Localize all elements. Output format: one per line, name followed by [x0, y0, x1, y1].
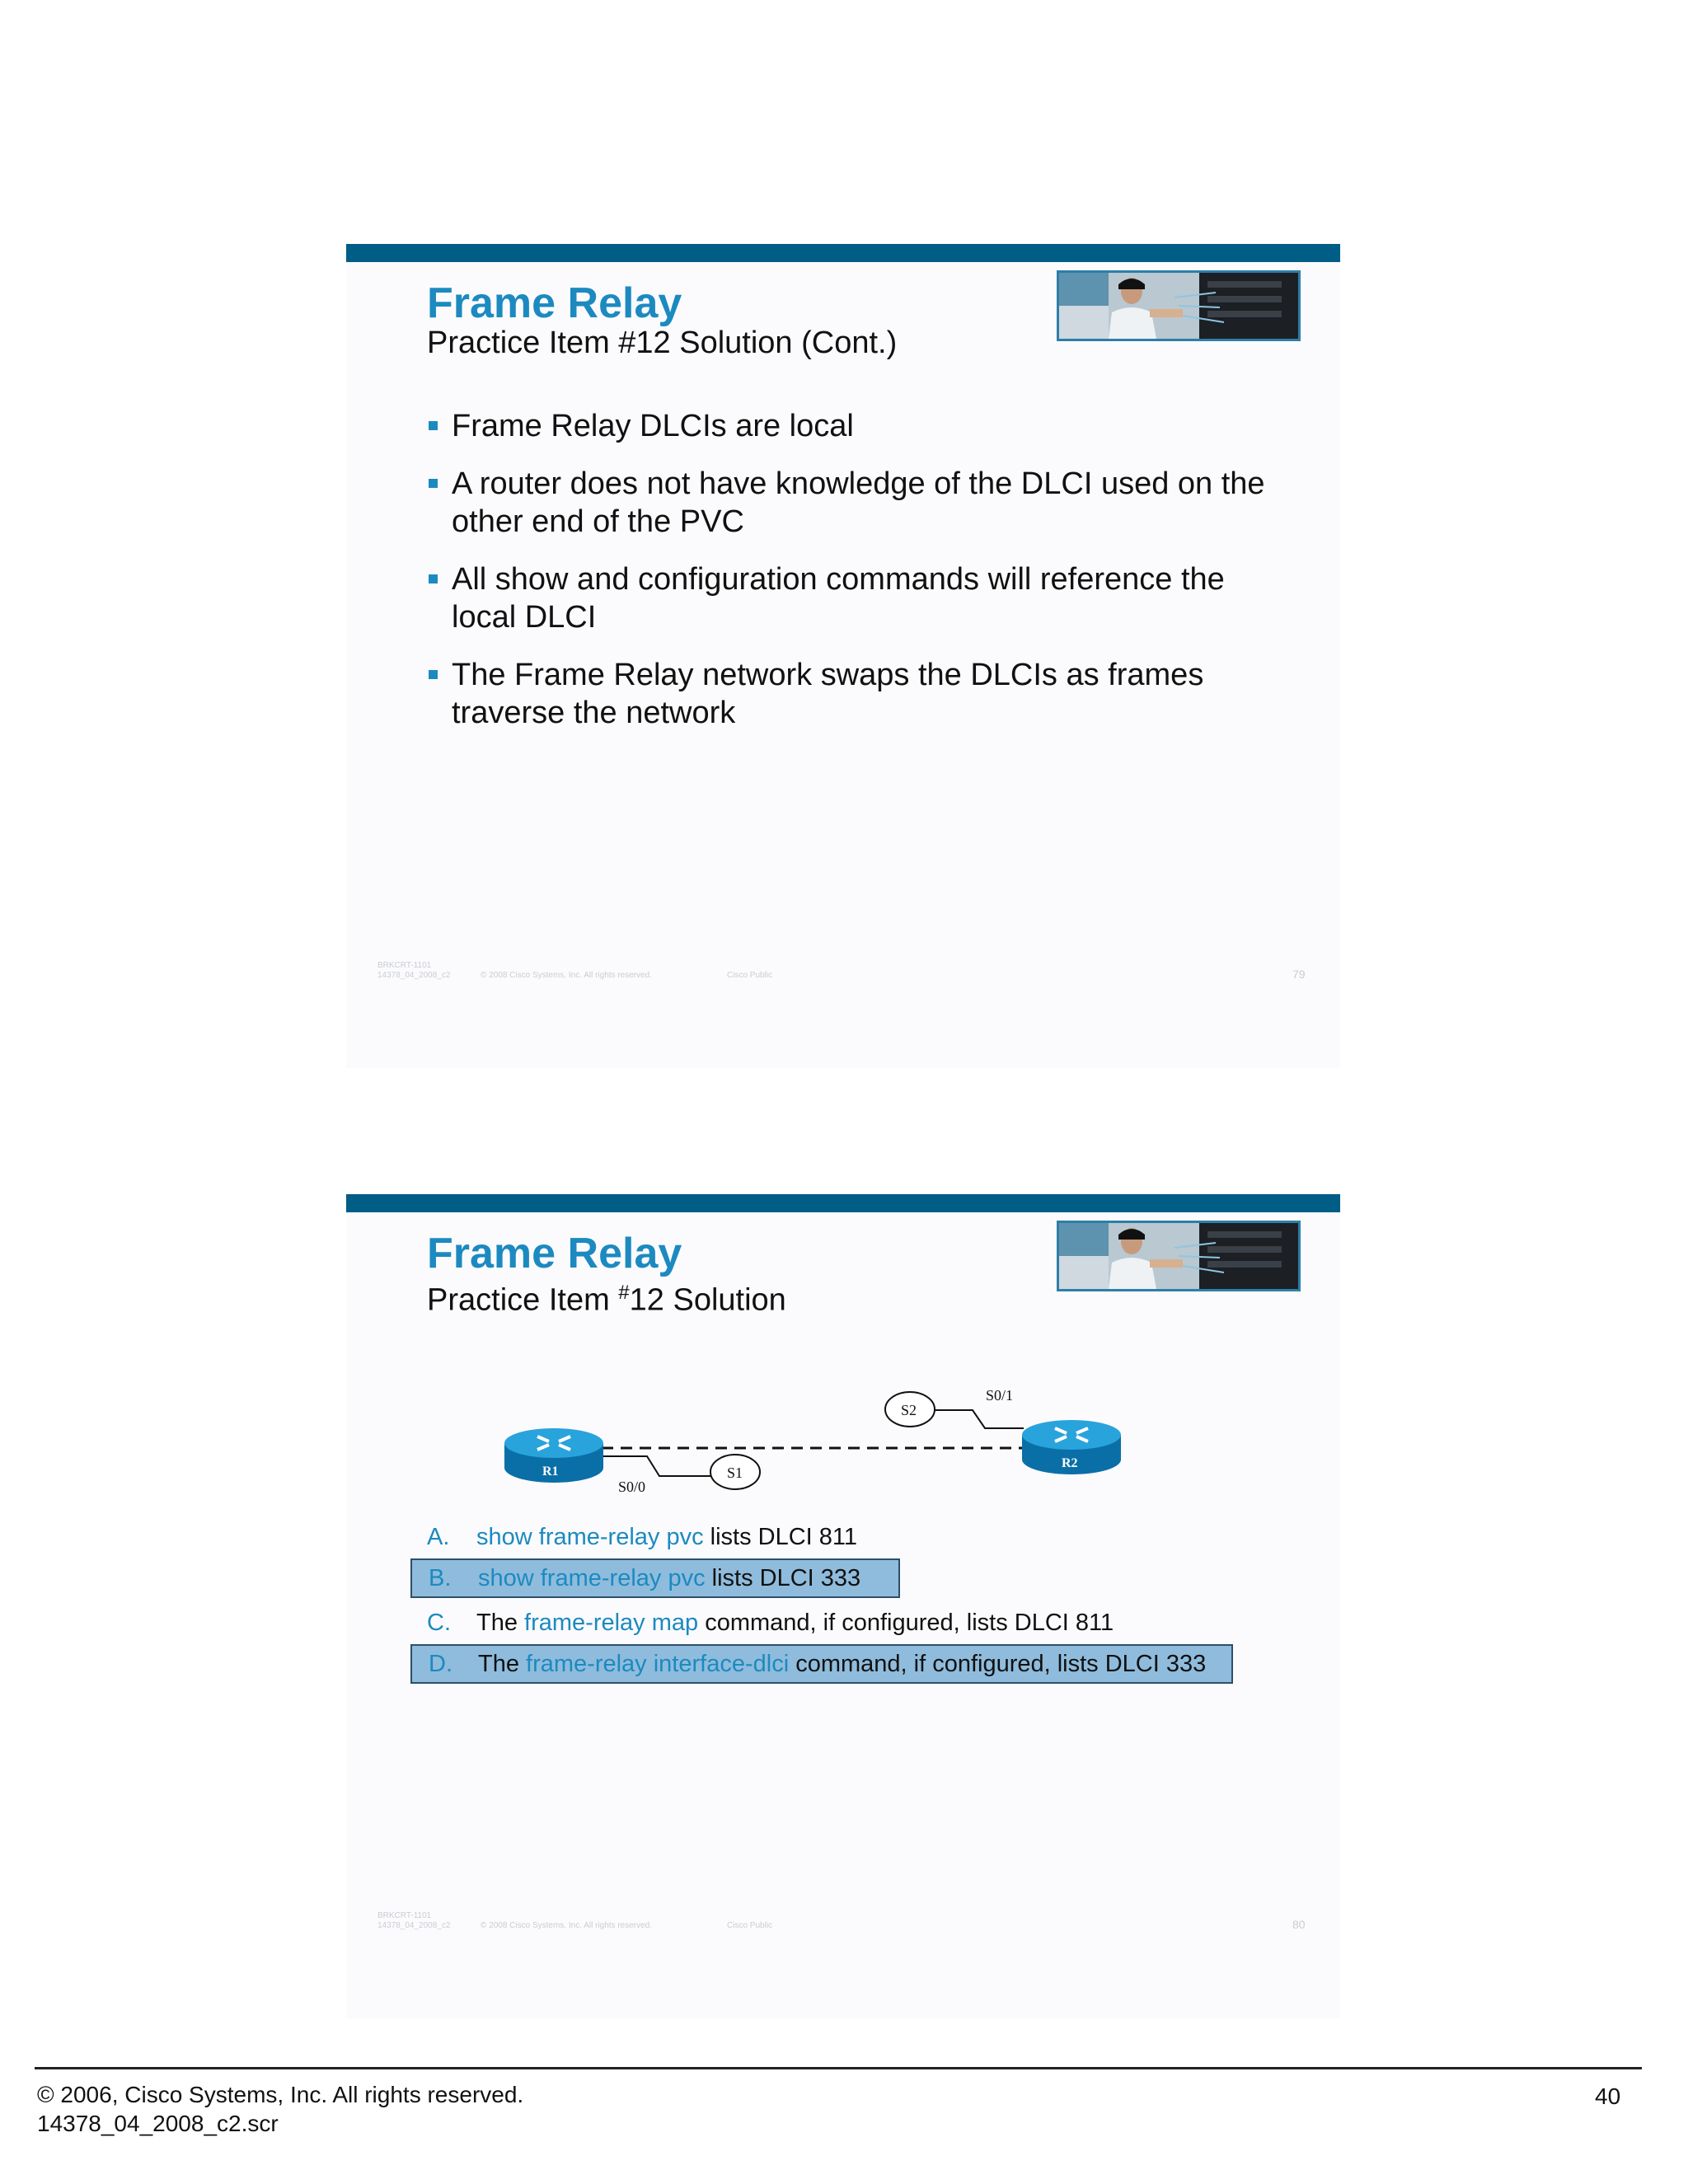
r2-serial-link: [935, 1410, 1024, 1428]
header-photo: [1057, 1221, 1301, 1291]
bullet-square-icon: [429, 479, 438, 488]
answer-d-highlighted: D. The frame-relay interface-dlci command, if configured, lists DLCI 333: [410, 1644, 1233, 1684]
slide-subtitle: Practice Item #12 Solution: [427, 1282, 786, 1318]
page-number: 40: [1595, 2083, 1621, 2109]
page-footer-filename: 14378_04_2008_c2.scr: [37, 2111, 279, 2136]
bullet-item: A router does not have knowledge of the DLCI used on the other end of the PVC: [427, 465, 1268, 541]
slide-title: Frame Relay: [427, 279, 682, 327]
bullet-item: The Frame Relay network swaps the DLCIs as frames traverse the network: [427, 656, 1268, 732]
answer-list: [427, 1517, 1268, 1715]
s1-label: S1: [727, 1465, 743, 1481]
slide-title: Frame Relay: [427, 1230, 682, 1277]
slide-footer-code: BRKCRT-1101 14378_04_2008_c2: [377, 1911, 451, 1930]
s2-label: S2: [901, 1402, 917, 1418]
engineer-photo-icon: [1059, 273, 1298, 339]
answer-b-highlighted: B. show frame-relay pvc lists DLCI 333: [410, 1558, 900, 1598]
slide-footer-copyright: © 2008 Cisco Systems, Inc. All rights reserved.: [481, 1921, 653, 1930]
bullet-square-icon: [429, 421, 438, 430]
slide-header-bar: [346, 244, 1340, 262]
page-footer-divider: [35, 2067, 1642, 2069]
bullet-list: [427, 407, 1268, 752]
s01-interface-label: S0/1: [986, 1387, 1014, 1404]
slide-footer-code: BRKCRT-1101 14378_04_2008_c2: [377, 961, 451, 980]
page-footer-copyright: © 2006, Cisco Systems, Inc. All rights reserved.: [37, 2082, 524, 2107]
bullet-square-icon: [429, 670, 438, 679]
r1-serial-link: [602, 1456, 710, 1476]
slide-footer-copyright: © 2008 Cisco Systems, Inc. All rights reserved.: [481, 971, 653, 980]
slide-subtitle: Practice Item #12 Solution (Cont.): [427, 326, 898, 360]
slide-footer-classification: Cisco Public: [727, 1921, 773, 1930]
bullet-item: All show and configuration commands will reference the local DLCI: [427, 560, 1268, 636]
bullet-square-icon: [429, 574, 438, 583]
svg-text:R1: R1: [542, 1465, 559, 1479]
answer-a: A. show frame-relay pvc lists DLCI 811: [427, 1524, 858, 1550]
s00-interface-label: S0/0: [618, 1479, 646, 1495]
engineer-photo-icon: [1059, 1223, 1298, 1289]
header-photo: [1057, 270, 1301, 341]
router-r2-icon: [1022, 1420, 1121, 1474]
router-r1-icon: [504, 1428, 603, 1483]
network-diagram: [495, 1376, 1154, 1499]
bullet-item: Frame Relay DLCIs are local: [427, 407, 1268, 445]
slide-footer-classification: Cisco Public: [727, 971, 773, 980]
answer-c: C. The frame-relay map command, if configured, lists DLCI 811: [427, 1610, 1114, 1636]
svg-text:R2: R2: [1062, 1456, 1078, 1470]
slide-79: [346, 244, 1340, 1068]
slide-80: [346, 1194, 1340, 2018]
slide-page-number: 79: [1292, 968, 1306, 981]
slide-header-bar: [346, 1194, 1340, 1212]
slide-page-number: 80: [1292, 1918, 1306, 1931]
